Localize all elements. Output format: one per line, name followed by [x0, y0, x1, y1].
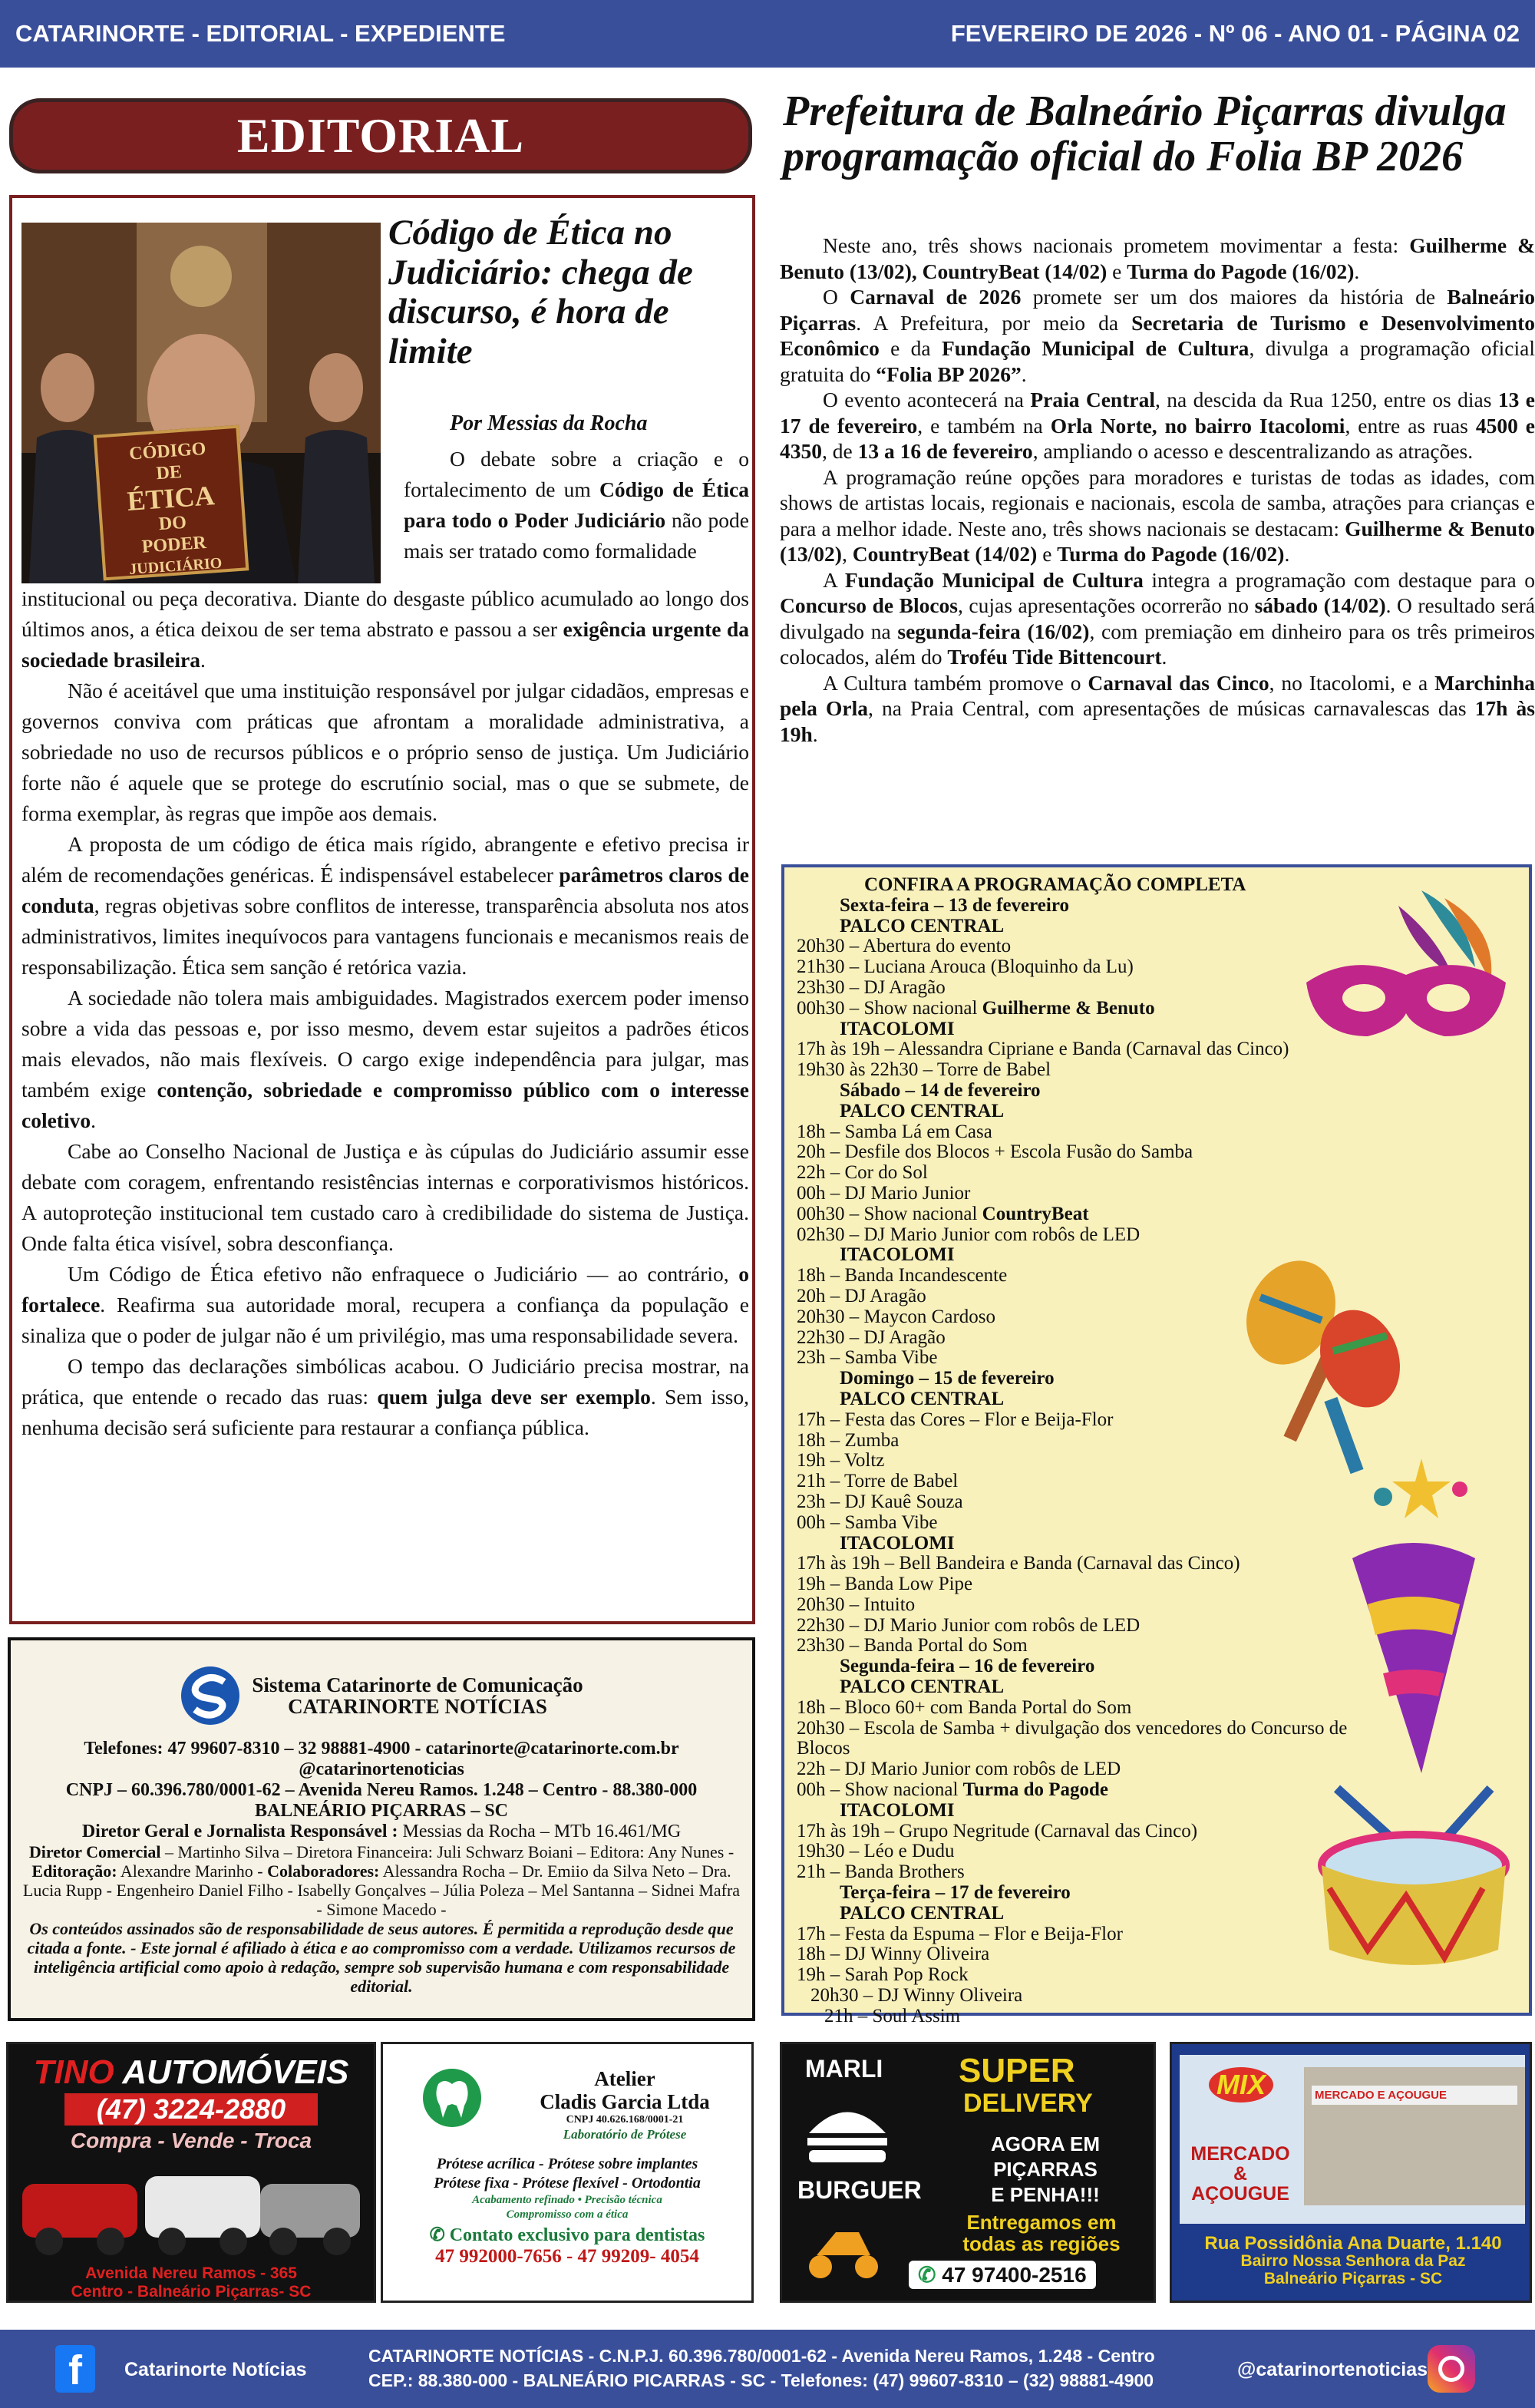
text-run: AUTOMÓVEIS — [122, 2053, 349, 2091]
text-run: 19h30 – Léo e Dudu — [797, 1841, 955, 1862]
text-run: Segunda-feira – 16 de fevereiro — [840, 1656, 1095, 1677]
program-item — [797, 1122, 1380, 1143]
store-photo — [1304, 2067, 1525, 2205]
article-body — [780, 233, 1535, 747]
text-run-bold: Marchinha pela Orla — [780, 670, 1535, 720]
text-run: A proposta de um código de ética mais rígido, abrangente e efetivo precisa ir além de recomendações genéricas. É indispensável estabelecer — [21, 832, 749, 887]
program-item — [797, 1636, 1380, 1657]
text-run-bold: 13 e 17 de fevereiro — [780, 388, 1535, 438]
program-heading — [797, 1677, 1380, 1698]
ad-marli-text: PIÇARRAS — [993, 2158, 1098, 2181]
cars-image — [15, 2153, 368, 2261]
text-run-bold: exigência urgente da sociedade brasileira — [21, 617, 749, 672]
text-run-bold: Turma do Pagode — [962, 1779, 1109, 1801]
text-run: , no Itacolomi, e a — [1269, 670, 1435, 695]
text-run-bold: Praia Central — [1030, 388, 1155, 411]
text-run: Contato exclusivo para dentistas — [449, 2225, 705, 2245]
text-run-bold: quem julga deve ser exemplo — [377, 1385, 651, 1409]
ad-mix-neighborhood: Bairro Nossa Senhora da Paz — [1240, 2252, 1466, 2270]
program-heading — [797, 1102, 1380, 1122]
ad-marli-super: SUPER — [959, 2052, 1075, 2089]
text-run: PALCO CENTRAL — [840, 1100, 1005, 1121]
program-heading — [797, 1081, 1380, 1102]
store-sign: MERCADO E AÇOUGUE — [1312, 2086, 1517, 2105]
carnival-mask-icon — [1291, 883, 1521, 1067]
text-run: , com premiação em dinheiro para os três primeiros colocados, além do — [780, 619, 1535, 669]
paragraph: Cabe ao Conselho Nacional de Justiça e às cúpulas do Judiciário assumir esse debate com coragem, enfrentando resistências internas e corporativismos históricos. A autoproteção institucional tem custado caro à credibilidade do sistema de Justiça. Onde falta ética visível, sobra desconfiança. — [21, 1139, 749, 1255]
ad-cladis-lab: Laboratório de Prótese — [563, 2127, 687, 2142]
text-run: 22h – DJ Mario Junior com robôs de LED — [797, 1759, 1121, 1780]
text-run-bold: Secretaria de Turismo e Desenvolvimento Econômico — [780, 310, 1535, 360]
expediente-brand: CATARINORTE NOTÍCIAS — [288, 1695, 547, 1718]
text-run: integra a programação com destaque para o — [1143, 567, 1535, 592]
text-run: , na descida da Rua 1250, entre os dias — [1155, 388, 1498, 411]
text-run: PALCO CENTRAL — [840, 1902, 1005, 1924]
text-run: 20h30 – Escola de Samba + divulgação dos vencedores do Concurso de Blocos — [797, 1717, 1348, 1759]
ad-cladis-atelier: Atelier — [594, 2067, 655, 2090]
ad-cladis-ethics: Compromisso com a ética — [506, 2208, 629, 2221]
paragraph — [780, 387, 1535, 464]
text-run-bold: Guilherme & Benuto (13/02), CountryBeat (14/02) — [780, 233, 1535, 283]
text-run: não pode mais ser tratado como formalidade — [404, 508, 749, 563]
ad-cladis-cnpj: CNPJ 40.626.168/0001-21 — [566, 2114, 684, 2126]
text-run: PALCO CENTRAL — [840, 1388, 1005, 1409]
text-run: Alexandre Marinho - — [117, 1861, 268, 1881]
text-run-bold: Código de Ética para todo o Poder Judiciário — [404, 477, 750, 532]
program-box — [781, 864, 1532, 2026]
paragraph: Não é aceitável que uma instituição responsável por julgar cidadãos, empresas e governos conviva com práticas que afrontam a moralidade administrativa, a sobriedade no uso de recursos públicos e o próprio senso de justiça. Um Judiciário forte não é aquele que se protege do escrutínio social, mas o que se submete, de forma exemplar, às regras que impõe aos demais. — [21, 679, 749, 825]
ad-mix-mercado[interactable] — [1170, 2042, 1532, 2303]
text-run: . — [200, 648, 206, 672]
text-run-bold: Balneário Piçarras — [780, 285, 1535, 335]
program-item — [797, 1595, 1380, 1616]
text-run: 23h30 – DJ Aragão — [797, 976, 946, 998]
ad-tino-logo — [8, 2055, 374, 2090]
text-run: TINO — [33, 2053, 114, 2091]
text-run: A sociedade não tolera mais ambiguidades. Magistrados exercem poder imenso sobre a vida das pessoas e, por isso mesmo, devem estar sujeitos a padrões éticos mais elevados, não mais flexíveis. O cargo exige independência para julgar, mas também exige — [21, 986, 749, 1102]
text-run: ITACOLOMI — [840, 1799, 955, 1821]
expediente-disclaimer: Os conteúdos assinados são de responsabilidade de seus autores. É permitida a reprodução desde que citada a fonte. - Este jornal é afiliado à ética e ao compromisso com a verdade. Utilizamos recursos de inteligência artificial como apoio à redação, sempre sob supervisão humana e com responsabilidade editorial. — [27, 1919, 736, 1996]
text-run: 00h – Samba Vibe — [797, 1511, 938, 1533]
text-run: 20h30 – DJ Winny Oliveira — [810, 1985, 1023, 2007]
paragraph — [780, 670, 1535, 748]
text-run: , de — [822, 439, 858, 463]
paragraph — [780, 464, 1535, 567]
text-run: institucional ou peça decorativa. Diante do desgaste público acumulado ao longo dos últimos anos, a ética deixou de ser tema abstrato e passou a ser — [21, 586, 749, 641]
ad-cladis-service: Prótese fixa - Prótese flexível - Ortodontia — [434, 2175, 701, 2192]
header-section-title: CATARINORTE - EDITORIAL - EXPEDIENTE — [15, 20, 506, 47]
program-heading — [797, 1657, 1380, 1677]
program-item — [797, 1513, 1380, 1534]
text-run-bold: Diretor Geral e Jornalista Responsável : — [81, 1822, 403, 1842]
text-run: . Sem isso, nenhuma decisão será suficiente para restaurar a confiança pública. — [21, 1385, 750, 1439]
paragraph — [21, 829, 749, 983]
text-run-bold: 13 a 16 de fevereiro — [857, 439, 1033, 463]
text-run: . — [1284, 542, 1290, 566]
text-run: Terça-feira – 17 de fevereiro — [840, 1882, 1071, 1904]
paragraph — [780, 233, 1535, 284]
text-run: 20h30 – Intuito — [797, 1594, 916, 1615]
ad-tino-phone: (47) 3224-2880 — [64, 2093, 318, 2126]
paragraph — [780, 284, 1535, 387]
program-item — [797, 1780, 1380, 1801]
ad-tino-tagline: Compra - Vende - Troca — [70, 2129, 312, 2152]
expediente-box — [8, 1637, 755, 2021]
text-run: PALCO CENTRAL — [840, 1676, 1005, 1698]
program-item — [797, 1204, 1380, 1225]
program-item — [797, 1616, 1380, 1637]
text-run: 20h30 – Maycon Cardoso — [797, 1306, 995, 1327]
editorial-illustration — [21, 223, 381, 583]
book-line: JUDICIÁRIO — [128, 554, 223, 578]
text-run-bold: “Folia BP 2026” — [876, 362, 1022, 386]
text-run-bold: Carnaval de 2026 — [850, 285, 1022, 309]
ad-cladis-name: Cladis Garcia Ltda — [540, 2090, 710, 2113]
ad-cladis-garcia[interactable] — [381, 2042, 754, 2303]
text-run: 18h – Zumba — [797, 1429, 900, 1451]
text-run-bold: Carnaval das Cinco — [1088, 670, 1269, 695]
text-run: 23h – DJ Kauê Souza — [797, 1491, 963, 1512]
text-run: 02h30 – DJ Mario Junior com robôs de LED — [797, 1224, 1141, 1245]
expediente-staff — [21, 1842, 741, 1919]
text-run: 21h – Soul Assim — [824, 2005, 961, 2026]
text-run: , regras objetivas sobre conflitos de interesse, transparência absoluta nos atos administrativos, limites inequívocos para vantagens funcionais e mecanismos reais de responsabilização. Ética sem sanção é retórica vazia. — [21, 894, 749, 979]
text-run: 00h – Show nacional — [797, 1779, 963, 1801]
text-run: 21h – Banda Brothers — [797, 1861, 965, 1883]
program-item — [797, 1944, 1380, 1965]
text-run-bold: contenção, sobriedade e compromisso público com o interesse coletivo — [21, 1078, 749, 1132]
text-run: . — [91, 1108, 96, 1132]
editorial-box — [9, 195, 755, 1624]
text-run: , cujas apresentações ocorrerão no — [958, 593, 1255, 617]
maracas-icon — [1230, 1251, 1421, 1481]
text-run: 19h – Voltz — [797, 1450, 885, 1472]
text-run: 19h30 às 22h30 – Torre de Babel — [797, 1059, 1051, 1081]
text-run-bold: Fundação Municipal de Cultura — [941, 336, 1249, 360]
book-line: DO — [158, 512, 187, 535]
ad-tino-address: Avenida Nereu Ramos - 365 — [85, 2264, 297, 2282]
ad-mix-acougue-label: AÇOUGUE — [1191, 2183, 1289, 2205]
program-heading — [797, 1883, 1380, 1904]
text-run: Alessandra Rocha – Dr. Emiio da Silva Neto – Dra. Lucia Rupp - Engenheiro Daniel Filho - Isabelly Gonçalves – Júlia Poleza – Mel Santanna – Sidnei Mafra - Simone Macedo - — [22, 1861, 741, 1919]
ad-cladis-service: Prótese acrílica - Prótese sobre implantes — [436, 2155, 698, 2172]
text-run: 22h – Cor do Sol — [797, 1162, 928, 1184]
paragraph — [21, 1259, 749, 1351]
program-item — [797, 1163, 1380, 1184]
ad-marli-text: todas as regiões — [962, 2232, 1121, 2255]
text-run-bold: Orla Norte, no bairro Itacolomi — [1050, 413, 1345, 438]
text-run-bold: parâmetros claros de conduta — [21, 863, 749, 917]
program-heading — [797, 1801, 1380, 1822]
text-run: , na Praia Central, com apresentações de músicas carnavalescas das — [868, 696, 1475, 720]
text-run-bold: segunda-feira (16/02) — [897, 619, 1090, 643]
ad-marli-name: MARLI — [805, 2055, 883, 2083]
text-run-bold: Colaboradores: — [267, 1861, 380, 1881]
text-run: 18h – Bloco 60+ com Banda Portal do Som — [797, 1696, 1132, 1718]
text-run: , entre as ruas — [1345, 413, 1476, 438]
text-run: – Martinho Silva – Diretora Financeira: Juli Schwarz Boiani – Editora: Any Nunes - — [160, 1842, 734, 1861]
text-run: 20h30 – Abertura do evento — [797, 936, 1012, 957]
program-item — [797, 1698, 1380, 1719]
text-run: 21h – Torre de Babel — [797, 1471, 959, 1492]
text-run: . O resultado será divulgado na — [780, 593, 1535, 643]
instagram-handle[interactable]: @catarinortenoticias — [1237, 2359, 1428, 2380]
text-run: Domingo – 15 de fevereiro — [840, 1368, 1055, 1389]
text-run-bold: CountryBeat (14/02) — [852, 542, 1038, 566]
text-run-bold: Fundação Municipal de Cultura — [844, 567, 1144, 592]
expediente-director — [21, 1822, 741, 1842]
text-run: O debate sobre a criação e o fortalecimento de um — [404, 447, 749, 501]
text-run: . Reafirma sua autoridade moral, recupera a confiança da população e sinaliza que o poder de julgar não é um privilégio, mas uma responsabilidade severa. — [21, 1293, 749, 1347]
ad-mix-amp: & — [1233, 2163, 1248, 2185]
text-run-bold: Turma do Pagode (16/02) — [1127, 259, 1355, 283]
text-run: Um Código de Ética efetivo não enfraquece o Judiciário — ao contrário, — [68, 1262, 739, 1286]
text-run: ITACOLOMI — [840, 1244, 955, 1266]
program-item — [797, 2007, 1380, 2027]
program-item — [797, 1184, 1380, 1204]
text-run: O tempo das declarações simbólicas acabou. O Judiciário precisa mostrar, na prática, que entende o recado das ruas: — [21, 1354, 749, 1409]
text-run: O evento acontecerá na — [823, 388, 1031, 411]
text-run: 00h30 – Show nacional — [797, 1203, 982, 1224]
text-run: . — [1161, 645, 1167, 669]
book-line: PODER — [141, 532, 207, 557]
ad-mix-city: Balneário Piçarras - SC — [1263, 2270, 1443, 2287]
ad-mix-mercado-label: MERCADO — [1190, 2143, 1290, 2165]
text-run: Sexta-feira – 13 de fevereiro — [840, 894, 1069, 916]
text-run: 20h – DJ Aragão — [797, 1285, 926, 1306]
text-run: 19h – Banda Low Pipe — [797, 1574, 973, 1595]
program-item — [797, 1965, 1380, 1986]
text-run: 21h30 – Luciana Arouca (Bloquinho da Lu) — [797, 956, 1134, 978]
ad-marli-text: AGORA EM — [990, 2132, 1101, 2155]
text-run: A programação reúne opções para moradores e turistas de todas as idades, com shows de artistas locais, regionais e nacionais, escola de samba, atrações para crianças e para a melhor idade. Neste ano, três shows nacionais se destacam: — [780, 464, 1535, 540]
party-horn-icon — [1306, 1451, 1521, 1789]
text-run: 23h30 – Banda Portal do Som — [797, 1635, 1028, 1657]
drum-icon — [1306, 1773, 1521, 1988]
text-run: . — [812, 722, 818, 746]
text-run: 18h – DJ Winny Oliveira — [797, 1944, 990, 1965]
catarinorte-logo-icon — [180, 1665, 241, 1726]
text-run: , divulga a programação oficial gratuita do — [780, 336, 1535, 386]
editorial-title: Código de Ética no Judiciário: chega de discurso, é hora de limite — [388, 213, 693, 372]
expediente-instagram: @catarinortenoticias — [299, 1759, 464, 1779]
program-heading — [797, 1534, 1380, 1554]
program-item — [797, 1225, 1380, 1246]
ad-cladis-phones: 47 992000-7656 - 47 99209- 4054 — [435, 2246, 699, 2267]
text-run: PALCO CENTRAL — [840, 915, 1005, 936]
text-run-bold: Guilherme & Benuto (13/02) — [780, 516, 1535, 566]
text-run-bold: 4500 e 4350 — [780, 413, 1535, 463]
text-run: , e também na — [917, 413, 1051, 438]
paragraph — [21, 583, 749, 675]
expediente-header — [21, 1665, 741, 1726]
text-run: Sábado – 14 de fevereiro — [840, 1079, 1041, 1101]
program-item — [797, 1924, 1380, 1945]
paragraph — [21, 1351, 749, 1443]
burger-icon — [801, 2095, 893, 2172]
expediente-company: Sistema Catarinorte de Comunicação — [252, 1673, 583, 1696]
text-run: 17h – Festa da Espuma – Flor e Beija-Flor — [797, 1923, 1123, 1944]
text-run: e — [1107, 259, 1127, 283]
page-footer — [0, 2330, 1535, 2408]
text-run: A — [823, 567, 845, 592]
text-run: 00h30 – Show nacional — [797, 997, 982, 1019]
program-item — [797, 1492, 1380, 1513]
mix-logo: MIX — [1209, 2067, 1273, 2102]
ad-mix-address: Rua Possidônia Ana Duarte, 1.140 — [1204, 2233, 1502, 2254]
footer-line: CEP.: 88.380-000 - BALNEÁRIO PICARRAS - SC - Telefones: (47) 99607-8310 – (32) 98881-4900 — [368, 2370, 1154, 2390]
text-run-bold: sábado (14/02) — [1254, 593, 1386, 617]
editorial-body — [21, 583, 749, 1443]
text-run-bold: Concurso de Blocos — [780, 593, 959, 617]
text-run: 22h30 – DJ Aragão — [797, 1326, 946, 1348]
program-heading — [797, 1904, 1380, 1924]
ad-marli-text: Entregamos em — [966, 2211, 1117, 2234]
text-run-bold: Editoração: — [31, 1861, 117, 1881]
text-run: O — [823, 285, 850, 309]
text-run-bold: o fortalece — [21, 1262, 749, 1316]
book-line: DE — [155, 461, 183, 484]
program-item — [797, 1719, 1380, 1760]
text-run: . — [1354, 259, 1360, 283]
program-item — [797, 1142, 1380, 1163]
program-title: CONFIRA A PROGRAMAÇÃO COMPLETA — [864, 874, 1246, 895]
facebook-icon[interactable]: f — [55, 2345, 95, 2393]
text-run: , ampliando o acesso e descentralizando as atrações. — [1032, 439, 1474, 463]
footer-line: CATARINORTE NOTÍCIAS - C.N.P.J. 60.396.780/0001-62 - Avenida Nereu Ramos, 1.248 - Centro — [368, 2346, 1155, 2366]
expediente-contacts: Telefones: 47 99607-8310 – 32 98881-4900 - catarinorte@catarinorte.com.br — [84, 1739, 679, 1759]
expediente-cnpj: CNPJ – 60.396.780/0001-62 – Avenida Nereu Ramos. 1.248 – Centro - 88.380-000 BALNEÁRIO PIÇARRAS – SC — [65, 1780, 698, 1821]
facebook-page[interactable]: Catarinorte Notícias — [124, 2359, 307, 2380]
program-item — [797, 1554, 1380, 1574]
page-header — [0, 0, 1535, 68]
text-run: 17h às 19h – Grupo Negritude (Carnaval das Cinco) — [797, 1820, 1198, 1842]
book-cover — [94, 425, 249, 581]
text-run: ITACOLOMI — [840, 1018, 955, 1039]
text-run: A Cultura também promove o — [823, 670, 1088, 695]
text-run-bold: Guilherme & Benuto — [982, 997, 1155, 1019]
program-item — [797, 1759, 1380, 1780]
tooth-icon — [421, 2067, 483, 2129]
editorial-byline: Por Messias da Rocha — [450, 411, 648, 435]
ad-marli-delivery: DELIVERY — [963, 2089, 1093, 2118]
text-run: 19h – Sarah Pop Rock — [797, 1964, 969, 1986]
text-run: 00h – DJ Mario Junior — [797, 1182, 971, 1204]
editorial-lead — [404, 444, 749, 566]
text-run: e da — [879, 336, 942, 360]
text-run: . — [1021, 362, 1027, 386]
article-title: Prefeitura de Balneário Piçarras divulga programação oficial do Folia BP 2026 — [783, 88, 1507, 180]
text-run: e — [1037, 542, 1058, 566]
ad-tino-automoveis[interactable] — [6, 2042, 376, 2303]
editorial-banner: EDITORIAL — [9, 98, 752, 173]
text-run: 18h – Samba Lá em Casa — [797, 1121, 992, 1142]
program-item — [797, 1986, 1380, 2007]
text-run: Messias da Rocha – MTb 16.461/MG — [402, 1822, 682, 1842]
program-item — [797, 1862, 1380, 1883]
ad-tino-city: Centro - Balneário Piçarras- SC — [71, 2283, 312, 2301]
paragraph — [21, 983, 749, 1136]
text-run: 17h às 19h – Bell Bandeira e Banda (Carnaval das Cinco) — [797, 1553, 1240, 1574]
ad-cladis-quality: Acabamento refinado • Precisão técnica — [472, 2194, 662, 2206]
delivery-scooter-icon — [805, 2213, 882, 2282]
header-issue-info: FEVEREIRO DE 2026 - Nº 06 - ANO 01 - PÁGINA 02 — [950, 20, 1520, 47]
text-run: , — [841, 542, 853, 566]
text-run: 23h – Samba Vibe — [797, 1347, 938, 1369]
paragraph — [780, 567, 1535, 670]
ad-marli-burguer: BURGUER — [797, 2176, 922, 2204]
text-run-bold: Diretor Comercial — [28, 1842, 161, 1861]
text-run-bold: Troféu Tide Bittencourt — [947, 645, 1162, 669]
text-run: promete ser um dos maiores da história de — [1021, 285, 1448, 309]
text-run-bold: CountryBeat — [982, 1203, 1089, 1224]
text-run-bold: 17h às 19h — [780, 696, 1535, 746]
program-item — [797, 1822, 1380, 1842]
text-run: ITACOLOMI — [840, 1532, 955, 1554]
program-item — [797, 1842, 1380, 1862]
text-run: 17h às 19h – Alessandra Cipriane e Banda (Carnaval das Cinco) — [797, 1039, 1289, 1060]
ad-cladis-contact: ✆ Contato exclusivo para dentistas — [429, 2225, 705, 2245]
text-run: 47 97400-2516 — [942, 2263, 1087, 2287]
program-item — [797, 1574, 1380, 1595]
text-run: Neste ano, três shows nacionais prometem movimentar a festa: — [823, 233, 1410, 257]
book-line: ÉTICA — [126, 480, 216, 517]
text-run: . A Prefeitura, por meio da — [856, 310, 1132, 335]
instagram-icon[interactable] — [1428, 2345, 1475, 2393]
book-line: CÓDIGO — [128, 438, 207, 464]
text-run: 20h – Desfile dos Blocos + Escola Fusão do Samba — [797, 1141, 1193, 1163]
ad-marli-phone — [909, 2261, 1096, 2289]
ad-marli-text: E PENHA!!! — [991, 2183, 1100, 2206]
text-run-bold: Turma do Pagode (16/02) — [1057, 542, 1285, 566]
whatsapp-icon: ✆ — [918, 2263, 936, 2287]
text-run: 18h – Banda Incandescente — [797, 1265, 1008, 1287]
ad-marli-burguer[interactable] — [780, 2042, 1156, 2303]
text-run: 22h30 – DJ Mario Junior com robôs de LED — [797, 1614, 1141, 1636]
text-run: 17h – Festa das Cores – Flor e Beija-Flor — [797, 1409, 1114, 1430]
